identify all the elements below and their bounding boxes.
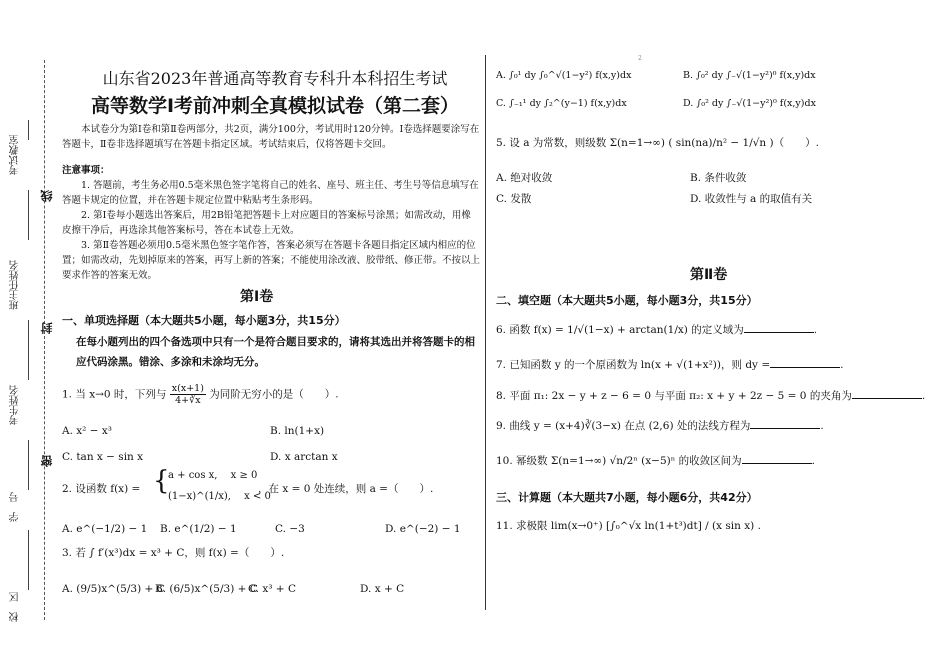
section3-heading: 三、计算题（本大题共7小题，每小题6分，共42分）	[496, 491, 758, 504]
intro-paragraph: 本试卷分为第Ⅰ卷和第Ⅱ卷两部分，共2页，满分100分，考试用时120分钟。Ⅰ卷选择题要涂写在答题卡，Ⅱ卷非选择题填写在答题卡指定区域。考试结束后，仅将答题卡交回。	[62, 124, 480, 150]
q3-option-d: D. x + C	[360, 583, 405, 595]
fill-question-10: 10. 幂级数 Σ(n=1→∞) √n/2ⁿ (x−5)ⁿ 的收敛区间为 .	[496, 455, 815, 467]
q2-option-b: B. e^(1/2) − 1	[160, 523, 237, 535]
part2-title: 第Ⅱ卷	[690, 267, 728, 283]
question-1	[62, 383, 339, 406]
column-divider	[485, 55, 486, 610]
q1-option-b: B. ln(1+x)	[270, 425, 325, 437]
q5-option-c: C. 发散	[496, 193, 532, 205]
q8-text: 8. 平面 π₁: 2x − y + z − 6 = 0 与平面 π₂: x + y + 2z − 5 = 0 的夹角为	[496, 390, 852, 402]
q9-text: 9. 曲线 y = (x+4)∛(3−x) 在点 (2,6) 处的法线方程为	[496, 420, 751, 432]
paper-title: 高等数学Ⅰ考前冲刺全真模拟试卷（第二套）	[90, 95, 460, 117]
fill-question-6: 6. 函数 f(x) = 1/√(1−x) + arctan(1/x) 的定义域为 .	[496, 324, 818, 336]
q1-option-c: C. tan x − sin x	[62, 451, 144, 463]
binding-line	[28, 320, 29, 380]
q5-option-b: B. 条件收敛	[690, 172, 747, 184]
exam-title: 山东省2023年普通高等教育专科升本科招生考试	[102, 69, 448, 88]
answer-blank[interactable]	[852, 388, 922, 399]
q7-text: 7. 已知函数 y 的一个原函数为 ln(x + √(1+x²))，则 dy =	[496, 359, 771, 371]
note-item: 2. 第Ⅰ卷每小题选出答案后，用2B铅笔把答题卡上对应题目的答案标号涂黑；如需改动，用橡皮擦干净后，再选涂其他答案标号，答在本试卷上无效。	[62, 210, 471, 236]
q4-option-c: C. ∫₋₁¹ dy ∫₂^(y−1) f(x,y)dx	[496, 98, 627, 109]
q4-option-d: D. ∫₀² dy ∫₋√(1−y²)⁰ f(x,y)dx	[683, 98, 816, 109]
q1-numerator: x(x+1)	[171, 383, 204, 394]
q1-denominator: 4+∛x	[175, 395, 201, 406]
section2-heading: 二、填空题（本大题共5小题，每小题3分，共15分）	[496, 294, 758, 307]
q1-option-a: A. x² − x³	[62, 425, 112, 437]
page-mark: 2	[638, 55, 642, 62]
brace-icon: {	[153, 466, 170, 496]
q6-text: 6. 函数 f(x) = 1/√(1−x) + arctan(1/x) 的定义域为	[496, 324, 744, 336]
fill-question-8: 8. 平面 π₁: 2x − y + z − 6 = 0 与平面 π₂: x + y + 2z − 5 = 0 的夹角为 .	[496, 390, 926, 402]
answer-blank[interactable]	[744, 322, 814, 333]
q3-option-c: C. x³ + C	[248, 583, 296, 595]
q2-option-a: A. e^(−1/2) − 1	[62, 523, 148, 535]
fill-question-9: 9. 曲线 y = (x+4)∛(3−x) 在点 (2,6) 处的法线方程为 .	[496, 420, 824, 432]
q1-option-d: D. x arctan x	[270, 451, 338, 463]
q2-option-c: C. −3	[275, 523, 305, 535]
q1-text: 1. 当 x→0 时，下列与	[62, 388, 167, 401]
seal-char-seal: 封	[40, 322, 54, 334]
question-3: 3. 若 ∫ f′(x³)dx = x³ + C，则 f(x) =（ ）.	[62, 547, 285, 559]
q5-option-a: A. 绝对收敛	[496, 172, 553, 184]
binding-line	[28, 120, 29, 140]
answer-blank[interactable]	[750, 418, 820, 429]
answer-blank[interactable]	[742, 453, 812, 464]
q3-option-b: B. (6/5)x^(5/3) + C	[155, 583, 258, 595]
section1-heading: 一、单项选择题（本大题共5小题，每小题3分，共15分）	[62, 314, 346, 327]
q10-text: 10. 幂级数 Σ(n=1→∞) √n/2ⁿ (x−5)ⁿ 的收敛区间为	[496, 455, 742, 467]
q1-tail: 为同阶无穷小的是（ ）.	[209, 388, 339, 401]
q2-case-2: (1−x)^(1/x), x < 0	[168, 491, 271, 502]
binding-line	[28, 190, 29, 240]
section1-instruction: 在每小题列出的四个备选项中只有一个是符合题目要求的，请将其选出并将答题卡的相应代码涂黑。错涂、多涂和未涂均无分。	[76, 336, 475, 368]
q5-option-d: D. 收敛性与 a 的取值有关	[690, 193, 813, 205]
q4-option-b: B. ∫₀² dy ∫₋√(1−y²)⁰ f(x,y)dx	[683, 70, 816, 81]
question-5: 5. 设 a 为常数，则级数 Σ(n=1→∞) ( sin(na)/n² − 1/√n )（ ）.	[496, 137, 819, 149]
q4-option-a: A. ∫₀¹ dy ∫₀^√(1−y²) f(x,y)dx	[496, 70, 632, 81]
question-2-tail: ，在 x = 0 处连续，则 a =（ ）.	[258, 483, 434, 495]
part1-title: 第Ⅰ卷	[240, 289, 274, 305]
binding-line	[28, 440, 29, 490]
binding-label-teacher: 班主任姓名	[10, 260, 21, 310]
notes-title: 注意事项：	[62, 165, 110, 176]
fill-question-7: 7. 已知函数 y 的一个原函数为 ln(x + √(1+x²))，则 dy = .	[496, 359, 844, 371]
q1-fraction	[170, 383, 206, 406]
binding-strip	[8, 120, 38, 640]
binding-label-id: 学 号	[10, 492, 21, 522]
binding-label-classroom: 考试教室	[10, 135, 21, 175]
seal-char-line: 线	[40, 190, 54, 202]
binding-line	[28, 530, 29, 590]
binding-label-name: 考生姓名	[10, 385, 21, 425]
question-11: 11. 求极限 lim(x→0⁺) [∫₀^√x ln(1+t³)dt] / (x sin x) .	[496, 520, 761, 532]
q3-option-a: A. (9/5)x^(5/3) + C	[62, 583, 165, 595]
q2-option-d: D. e^(−2) − 1	[385, 523, 461, 535]
note-item: 1. 答题前，考生务必用0.5毫米黑色签字笔将自己的姓名、座号、班主任、考生号等信息填写在答题卡规定的位置，并在答题卡规定位置中粘贴考生条形码。	[62, 180, 479, 206]
binding-label-campus: 校 区	[10, 592, 21, 622]
note-item: 3. 第Ⅱ卷答题必须用0.5毫米黑色签字笔作答，答案必须写在答题卡各题目指定区域内相应的位置；如需改动，先划掉原来的答案，再写上新的答案；不能使用涂改液、胶带纸、修正带。不按以上要求作答的答案无效。	[62, 240, 481, 281]
answer-blank[interactable]	[770, 357, 840, 368]
seal-line	[44, 60, 45, 620]
q2-case-1: a + cos x, x ≥ 0	[168, 470, 258, 481]
seal-char-secret: 密	[40, 455, 54, 467]
question-2-text: 2. 设函数 f(x) =	[62, 483, 141, 495]
